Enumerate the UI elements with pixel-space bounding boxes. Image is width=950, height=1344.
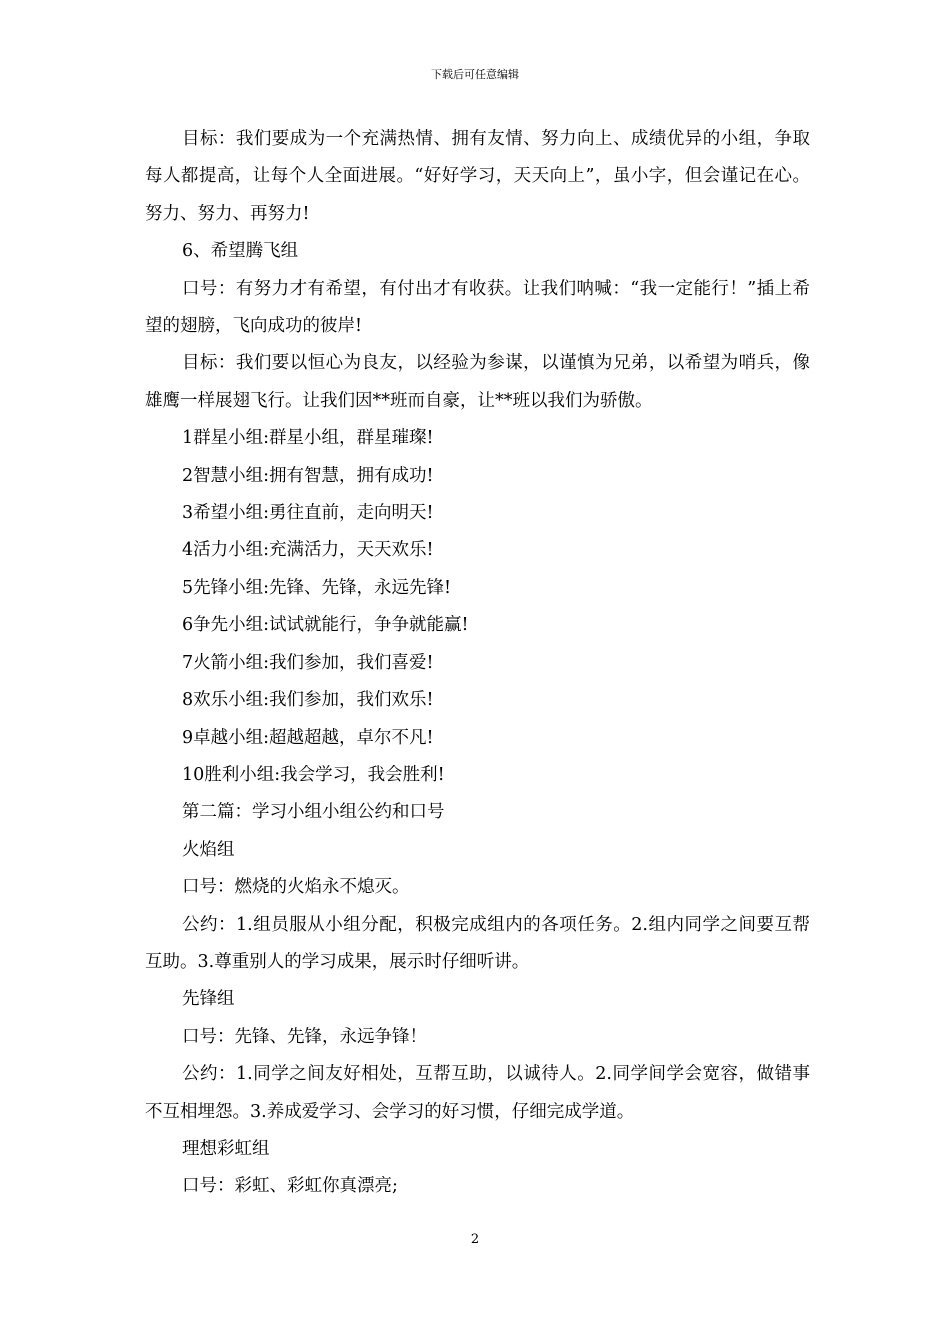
paragraph: 口号：有努力才有希望，有付出才有收获。让我们呐喊：“我一定能行！”插上希望的翅膀，飞向成功的彼岸! (145, 278, 810, 337)
paragraph: 目标：我们要以恒心为良友，以经验为参谋，以谨慎为兄弟，以希望为哨兵，像雄鹰一样展翅飞行。让我们因**班而自豪，让**班以我们为骄傲。 (145, 353, 810, 411)
section-heading: 第二篇：学习小组小组公约和口号 (182, 802, 445, 823)
paragraph: 10胜利小组:我会学习，我会胜利! (182, 764, 445, 785)
paragraph: 目标：我们要成为一个充满热情、拥有友情、努力向上、成绩优异的小组，争取每人都提高，让每个人全面进展。“好好学习，天天向上”，虽小字，但会谨记在心。努力、努力、再努力! (145, 129, 810, 224)
page-number: 2 (470, 1232, 480, 1247)
paragraph: 9卓越小组:超越超越，卓尔不凡! (182, 727, 434, 748)
paragraph: 理想彩虹组 (182, 1138, 270, 1159)
paragraph: 7火箭小组:我们参加，我们喜爱! (182, 652, 434, 673)
paragraph: 口号：彩虹、彩虹你真漂亮; (182, 1176, 398, 1197)
paragraph: 火焰组 (182, 839, 235, 860)
paragraph: 3希望小组:勇往直前，走向明天! (182, 503, 434, 524)
paragraph: 8欢乐小组:我们参加，我们欢乐! (182, 690, 434, 711)
document-body (145, 121, 810, 1206)
paragraph: 1群星小组:群星小组，群星璀璨! (182, 428, 434, 449)
paragraph: 公约：1.组员服从小组分配，积极完成组内的各项任务。2.组内同学之间要互帮互助。3.尊重别人的学习成果，展示时仔细听讲。 (145, 914, 810, 972)
paragraph: 口号：先锋、先锋，永远争锋！ (182, 1026, 427, 1047)
page-header: 下载后可任意编辑 (431, 68, 519, 81)
paragraph: 2智慧小组:拥有智慧，拥有成功! (182, 465, 434, 486)
paragraph: 6、希望腾飞组 (182, 241, 299, 262)
paragraph: 6争先小组:试试就能行，争争就能赢! (182, 615, 469, 636)
paragraph: 公约：1.同学之间友好相处，互帮互助，以诚待人。2.同学间学会宽容，做错事不互相埋怨。3.养成爱学习、会学习的好习惯，仔细完成学道。 (145, 1064, 810, 1122)
paragraph: 先锋组 (182, 989, 235, 1010)
paragraph: 口号：燃烧的火焰永不熄灭。 (182, 877, 410, 898)
paragraph: 5先锋小组:先锋、先锋，永远先锋! (182, 577, 452, 598)
paragraph: 4活力小组:充满活力，天天欢乐! (182, 540, 434, 561)
